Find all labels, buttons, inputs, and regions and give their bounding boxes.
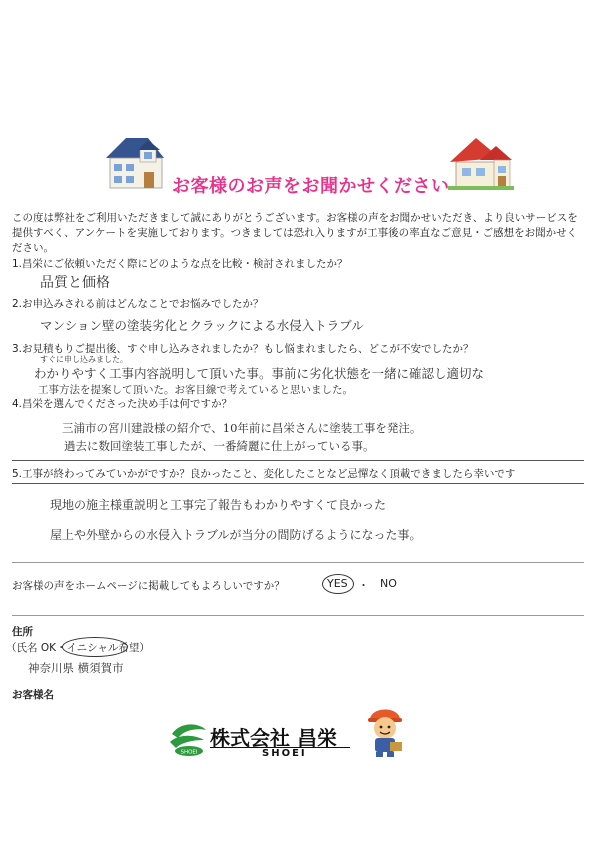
answer-5-line-2: 屋上や外壁からの水侵入トラブルが当分の間防げるようになった事。 xyxy=(50,528,422,542)
answer-4-line-1: 三浦市の宮川建設様の紹介で、10年前に昌栄さんに塗装工事を発注。 xyxy=(62,421,422,435)
yes-circle-mark xyxy=(322,574,354,594)
divider-2 xyxy=(12,483,584,484)
address-value: 神奈川県 横須賀市 xyxy=(28,661,124,675)
divider-1 xyxy=(12,460,584,461)
page-title: お客様のお声をお聞かせください xyxy=(172,176,450,197)
publish-separator: ・ xyxy=(358,579,369,592)
answer-1-line-1: 品質と価格 xyxy=(40,275,110,291)
publish-no-option[interactable]: NO xyxy=(380,577,397,590)
publish-question: お客様の声をホームページに掲載してもよろしいですか？ xyxy=(12,580,285,592)
question-1: 1.昌栄にご依頼いただく際にどのような点を比較・検討されましたか？ xyxy=(12,258,348,270)
divider-3 xyxy=(12,562,584,563)
intro-text: この度は弊社をご利用いただきまして誠にありがとうございます。お客様の声をお聞かせいただき、より良いサービスを提供すべく、アンケートを実施しております。つきましては恐れ入りますが工事後の率直なご意見・ご感想をお聞かせください。 xyxy=(12,212,578,254)
house-illustration-right xyxy=(446,134,516,192)
customer-name-label: お客様名 xyxy=(12,689,54,701)
divider-4 xyxy=(12,615,584,616)
svg-text:SHOEI: SHOEI xyxy=(180,749,198,756)
question-5: 5.工事が終わってみていかがですか？良かったこと、変化したことなど忌憚なく頂載できましたら幸いです xyxy=(12,468,516,480)
house-illustration-left xyxy=(104,134,172,190)
answer-5-line-1: 現地の施主様重説明と工事完了報告もわかりやすくて良かった xyxy=(50,498,387,512)
answer-3-note: すぐに申し込みました。 xyxy=(40,355,128,364)
answer-4-line-2: 過去に数回塗装工事したが、一番綺麗に仕上がっている事。 xyxy=(64,439,375,453)
company-logo-icon xyxy=(168,720,210,758)
name-option-text: （氏名 OK・イニシャル希望） xyxy=(6,642,150,654)
answer-3-line-2: 工事方法を提案して頂いた。お客目線で考えていると思いました。 xyxy=(38,384,353,396)
answer-3-line-1: わかりやすく工事内容説明して頂いた事。事前に劣化状態を一緒に確認し適切な xyxy=(34,366,485,381)
mascot-illustration xyxy=(362,702,408,758)
company-name: 株式会社 昌栄 xyxy=(210,726,337,750)
question-4: 4.昌栄を選んでくださった決め手は何ですか？ xyxy=(12,398,233,410)
question-3: 3.お見積もりご提出後、すぐ申し込みされましたか？もし悩まれましたら、どこが不安でしたか？ xyxy=(12,343,474,355)
answer-2-line-1: マンション壁の塗装劣化とクラックによる水侵入トラブル xyxy=(40,318,364,333)
publish-yes-label: YES xyxy=(327,577,348,590)
company-romaji: SHOEI xyxy=(262,748,307,759)
initial-circle-mark xyxy=(62,637,128,657)
address-label: 住所 xyxy=(12,626,33,638)
question-2: 2.お申込みされる前はどんなことでお悩みでしたか？ xyxy=(12,298,264,310)
